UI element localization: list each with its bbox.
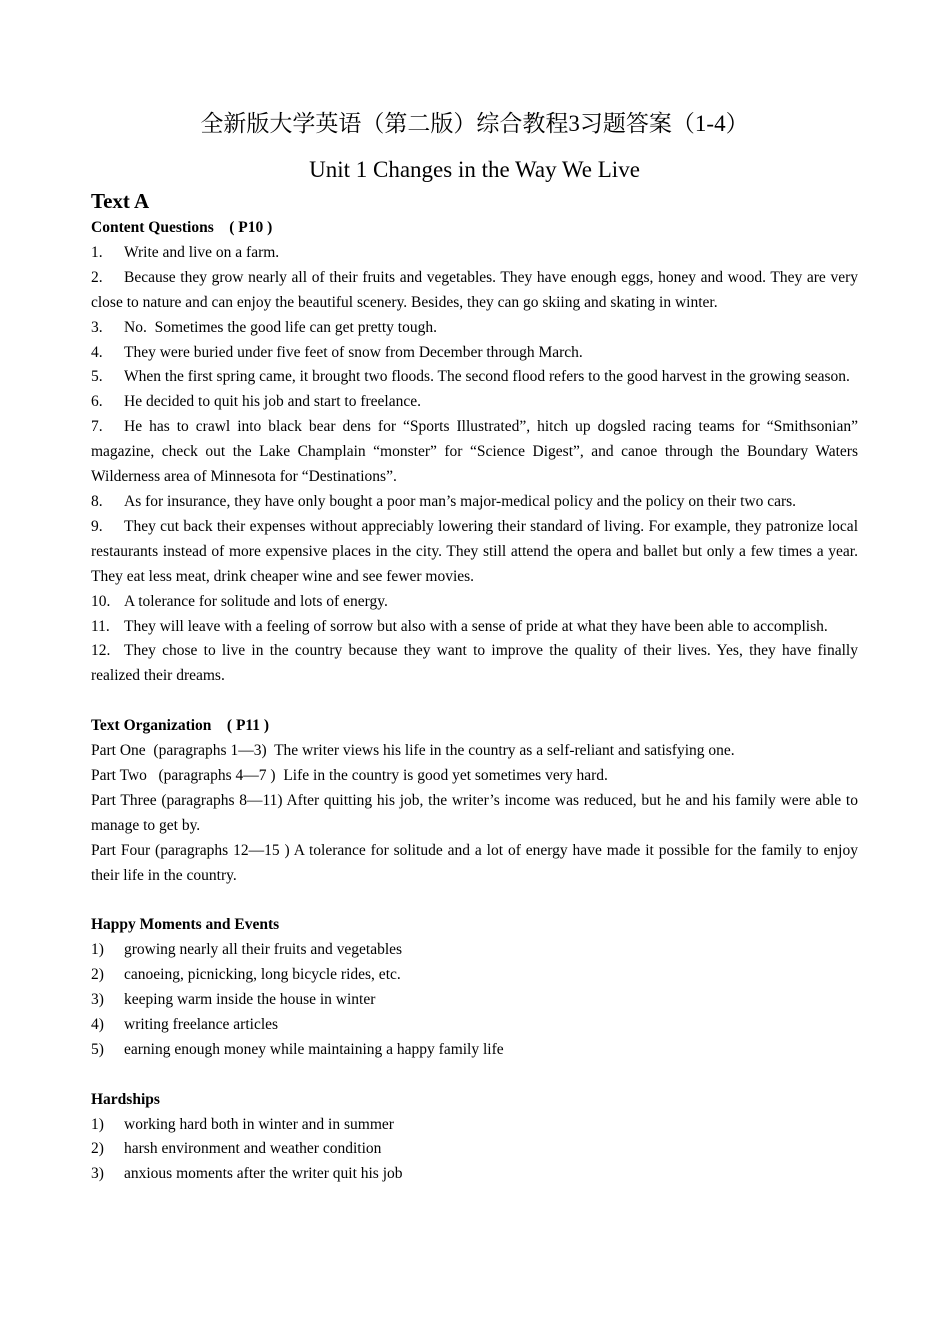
content-questions-section <box>91 216 858 689</box>
item-number: 5. <box>91 368 103 386</box>
part-one: Part One (paragraphs 1—3) The writer views his life in the country as a self-reliant and satisfying one. <box>91 742 735 760</box>
text-a-heading: Text A <box>91 189 150 213</box>
item-text: earning enough money while maintaining a happy family life <box>124 1040 504 1058</box>
list-item <box>91 490 858 515</box>
document-page <box>91 108 858 1187</box>
item-number: 7. <box>91 418 103 436</box>
list-item <box>91 1162 858 1187</box>
list-item <box>91 988 858 1013</box>
item-number: 5) <box>91 1040 104 1058</box>
happy-moments-heading: Happy Moments and Events <box>91 916 280 934</box>
item-number: 1) <box>91 1115 104 1133</box>
content-questions-heading: Content Questions ( P10 ) <box>91 219 273 236</box>
item-text: keeping warm inside the house in winter <box>124 991 376 1009</box>
item-text: anxious moments after the writer quit his job <box>124 1165 403 1183</box>
list-item <box>91 639 858 689</box>
list-item <box>91 365 858 390</box>
spacer <box>91 888 858 913</box>
document-title: 全新版大学英语（第二版）综合教程3习题答案（1-4） <box>200 111 749 136</box>
list-item <box>91 590 858 615</box>
list-item <box>91 316 858 341</box>
text-organization-section <box>91 714 858 888</box>
item-text: They cut back their expenses without appreciably lowering their standard of living. For example, they patronize local restaurants instead of more expensive places in the city. They still attend the opera and ballet but only a few times a year. They eat less meat, drink cheaper wine and see fewer movies. <box>91 517 858 585</box>
list-item <box>91 241 858 266</box>
item-number: 3) <box>91 1165 104 1183</box>
item-text: harsh environment and weather condition <box>124 1140 382 1158</box>
item-text: When the first spring came, it brought two floods. The second flood refers to the good harvest in the growing season. <box>124 368 850 386</box>
item-number: 1. <box>91 243 103 261</box>
item-number: 3. <box>91 318 103 336</box>
spacer <box>91 689 858 714</box>
happy-moments-section <box>91 913 858 1062</box>
item-number: 12. <box>91 642 111 660</box>
list-item <box>91 1113 858 1138</box>
list-item <box>91 390 858 415</box>
part-four: Part Four (paragraphs 12—15 ) A tolerance for solitude and a lot of energy have made it possible for the family to enjoy their life in the country. <box>91 841 858 884</box>
list-item <box>91 1013 858 1038</box>
item-number: 2) <box>91 1140 104 1158</box>
list-item <box>91 1137 858 1162</box>
item-number: 8. <box>91 492 103 510</box>
item-number: 3) <box>91 991 104 1009</box>
item-text: A tolerance for solitude and lots of energy. <box>124 592 388 610</box>
item-text: working hard both in winter and in summer <box>124 1115 394 1133</box>
item-text: They will leave with a feeling of sorrow but also with a sense of pride at what they have been able to accomplish. <box>124 617 828 635</box>
item-number: 1) <box>91 941 104 959</box>
item-number: 10. <box>91 592 111 610</box>
item-text: canoeing, picnicking, long bicycle rides, etc. <box>124 966 401 984</box>
list-item <box>91 341 858 366</box>
item-number: 4. <box>91 343 103 361</box>
spacer <box>91 1063 858 1088</box>
hardships-heading: Hardships <box>91 1090 160 1108</box>
item-number: 6. <box>91 393 103 411</box>
item-number: 2. <box>91 268 103 286</box>
item-text: They chose to live in the country because they want to improve the quality of their lives. Yes, they have finally realized their dreams. <box>91 642 858 685</box>
content-questions-list <box>91 241 858 689</box>
list-item <box>91 415 858 490</box>
list-item <box>91 1038 858 1063</box>
text-organization-heading: Text Organization ( P11 ) <box>91 717 270 735</box>
list-item <box>91 515 858 590</box>
unit-title: Unit 1 Changes in the Way We Live <box>309 157 640 182</box>
part-three: Part Three (paragraphs 8—11) After quitting his job, the writer’s income was reduced, but he and his family were able to manage to get by. <box>91 791 858 834</box>
item-text: They were buried under five feet of snow from December through March. <box>124 343 583 361</box>
item-text: growing nearly all their fruits and vegetables <box>124 941 403 959</box>
part-two: Part Two (paragraphs 4—7 ) Life in the country is good yet sometimes very hard. <box>91 766 608 784</box>
item-text: Write and live on a farm. <box>124 243 280 261</box>
item-number: 11. <box>91 617 110 635</box>
list-item <box>91 615 858 640</box>
list-item <box>91 938 858 963</box>
item-text: No. Sometimes the good life can get pretty tough. <box>124 318 437 336</box>
item-text: Because they grow nearly all of their fruits and vegetables. They have enough eggs, honey and wood. They are very close to nature and can enjoy the beautiful scenery. Besides, they can go skiing and skating in winter. <box>91 268 858 311</box>
item-text: He decided to quit his job and start to freelance. <box>124 393 421 411</box>
list-item <box>91 266 858 316</box>
item-text: He has to crawl into black bear dens for “Sports Illustrated”, hitch up dogsled racing teams for “Smithsonian” magazine, check out the Lake Champlain “monster” for “Science Digest”, and canoe through the Boundary Waters Wilderness area of Minnesota for “Destinations”. <box>91 418 858 486</box>
list-item <box>91 963 858 988</box>
item-text: As for insurance, they have only bought a poor man’s major-medical policy and the policy on their two cars. <box>124 492 797 510</box>
item-text: writing freelance articles <box>124 1015 279 1033</box>
item-number: 9. <box>91 517 103 535</box>
item-number: 4) <box>91 1015 104 1033</box>
hardships-section <box>91 1088 858 1188</box>
item-number: 2) <box>91 966 104 984</box>
